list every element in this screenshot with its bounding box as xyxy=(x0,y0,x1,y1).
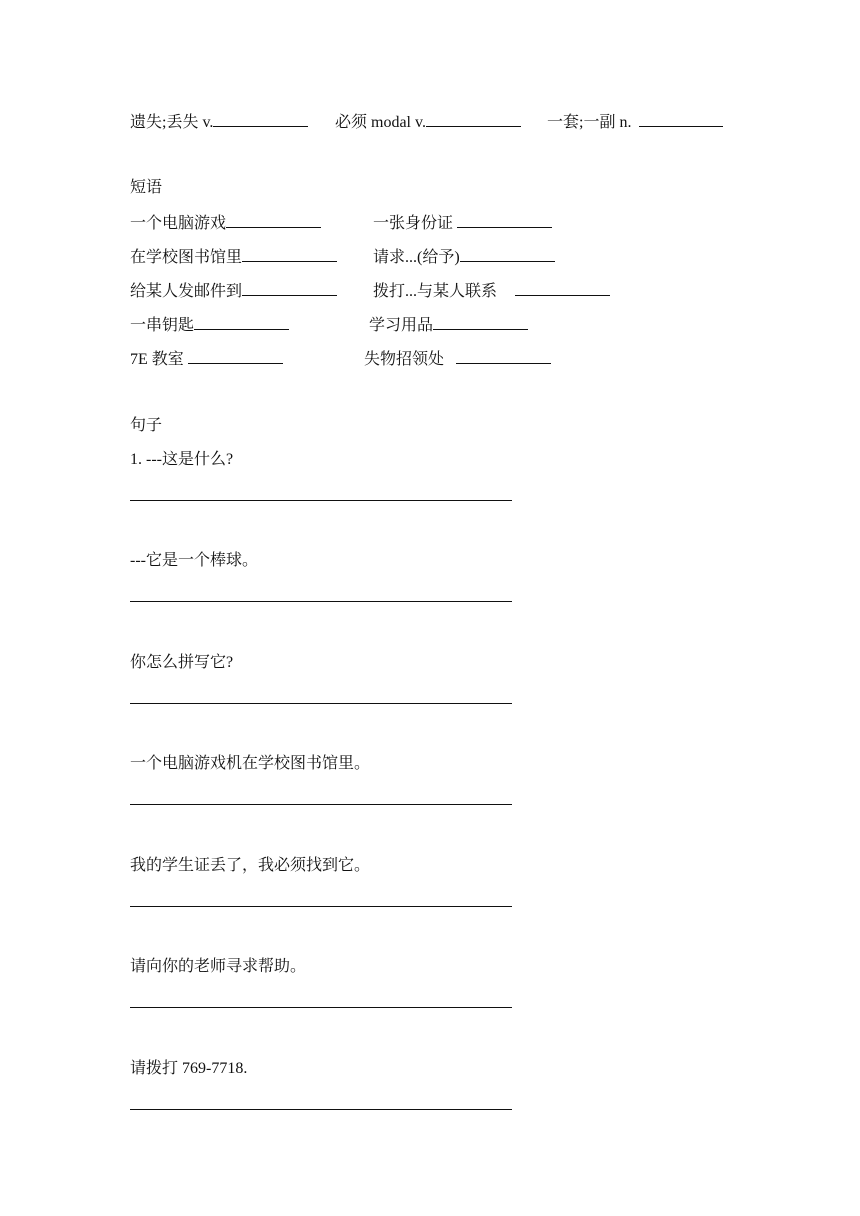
sentences-heading: 句子 xyxy=(130,417,163,434)
phrase-label: 拨打...与某人联系 xyxy=(373,283,498,300)
fill-blank[interactable] xyxy=(188,349,283,364)
phrase-label: 请求...(给予) xyxy=(373,249,460,266)
fill-blank[interactable] xyxy=(213,112,308,127)
fill-blank[interactable] xyxy=(457,213,552,228)
fill-blank[interactable] xyxy=(456,349,551,364)
sentence-prompt: 一个电脑游戏机在学校图书馆里。 xyxy=(130,755,371,772)
phrase-label: 失物招领处 xyxy=(364,351,445,368)
vocab-item-lose xyxy=(130,112,308,133)
phrase-item xyxy=(130,213,321,234)
phrase-item xyxy=(130,281,337,302)
answer-line[interactable] xyxy=(130,1109,512,1110)
vocab-label: 一套;一副 n. xyxy=(547,114,632,131)
fill-blank[interactable] xyxy=(426,112,521,127)
phrase-item xyxy=(130,247,337,268)
fill-blank[interactable] xyxy=(460,247,555,262)
fill-blank[interactable] xyxy=(433,315,528,330)
answer-line[interactable] xyxy=(130,500,512,501)
phrase-item xyxy=(130,349,283,370)
fill-blank[interactable] xyxy=(639,112,723,127)
phrase-label: 学习用品 xyxy=(369,317,434,334)
vocab-item-must xyxy=(335,112,521,133)
phrases-heading: 短语 xyxy=(130,179,163,196)
vocab-label: 遗失;丢失 v. xyxy=(130,114,214,131)
phrase-label: 一串钥匙 xyxy=(130,317,195,334)
phrase-label: 7E 教室 xyxy=(130,351,188,368)
phrase-label: 给某人发邮件到 xyxy=(130,283,243,300)
sentence-prompt: 请拨打 769-7718. xyxy=(130,1060,248,1077)
phrase-item xyxy=(130,315,289,336)
sentence-prompt: 1. ---这是什么? xyxy=(130,451,234,468)
phrase-item xyxy=(364,349,551,370)
fill-blank[interactable] xyxy=(194,315,289,330)
fill-blank[interactable] xyxy=(242,281,337,296)
phrase-item xyxy=(373,213,552,234)
sentence-prompt: ---它是一个棒球。 xyxy=(130,552,258,569)
sentence-prompt: 你怎么拼写它? xyxy=(130,654,234,671)
vocab-item-set xyxy=(547,112,723,133)
answer-line[interactable] xyxy=(130,804,512,805)
answer-line[interactable] xyxy=(130,1007,512,1008)
vocab-label: 必须 modal v. xyxy=(335,114,426,131)
phrase-item xyxy=(373,247,555,268)
phrase-label: 一个电脑游戏 xyxy=(130,215,227,232)
fill-blank[interactable] xyxy=(515,281,610,296)
answer-line[interactable] xyxy=(130,703,512,704)
phrase-label: 在学校图书馆里 xyxy=(130,249,243,266)
phrase-item xyxy=(373,281,610,302)
fill-blank[interactable] xyxy=(242,247,337,262)
fill-blank[interactable] xyxy=(226,213,321,228)
phrase-item xyxy=(369,315,528,336)
answer-line[interactable] xyxy=(130,906,512,907)
sentence-prompt: 请向你的老师寻求帮助。 xyxy=(130,958,307,975)
answer-line[interactable] xyxy=(130,601,512,602)
phrase-label: 一张身份证 xyxy=(373,215,458,232)
sentence-prompt: 我的学生证丢了，我必须找到它。 xyxy=(130,857,371,874)
